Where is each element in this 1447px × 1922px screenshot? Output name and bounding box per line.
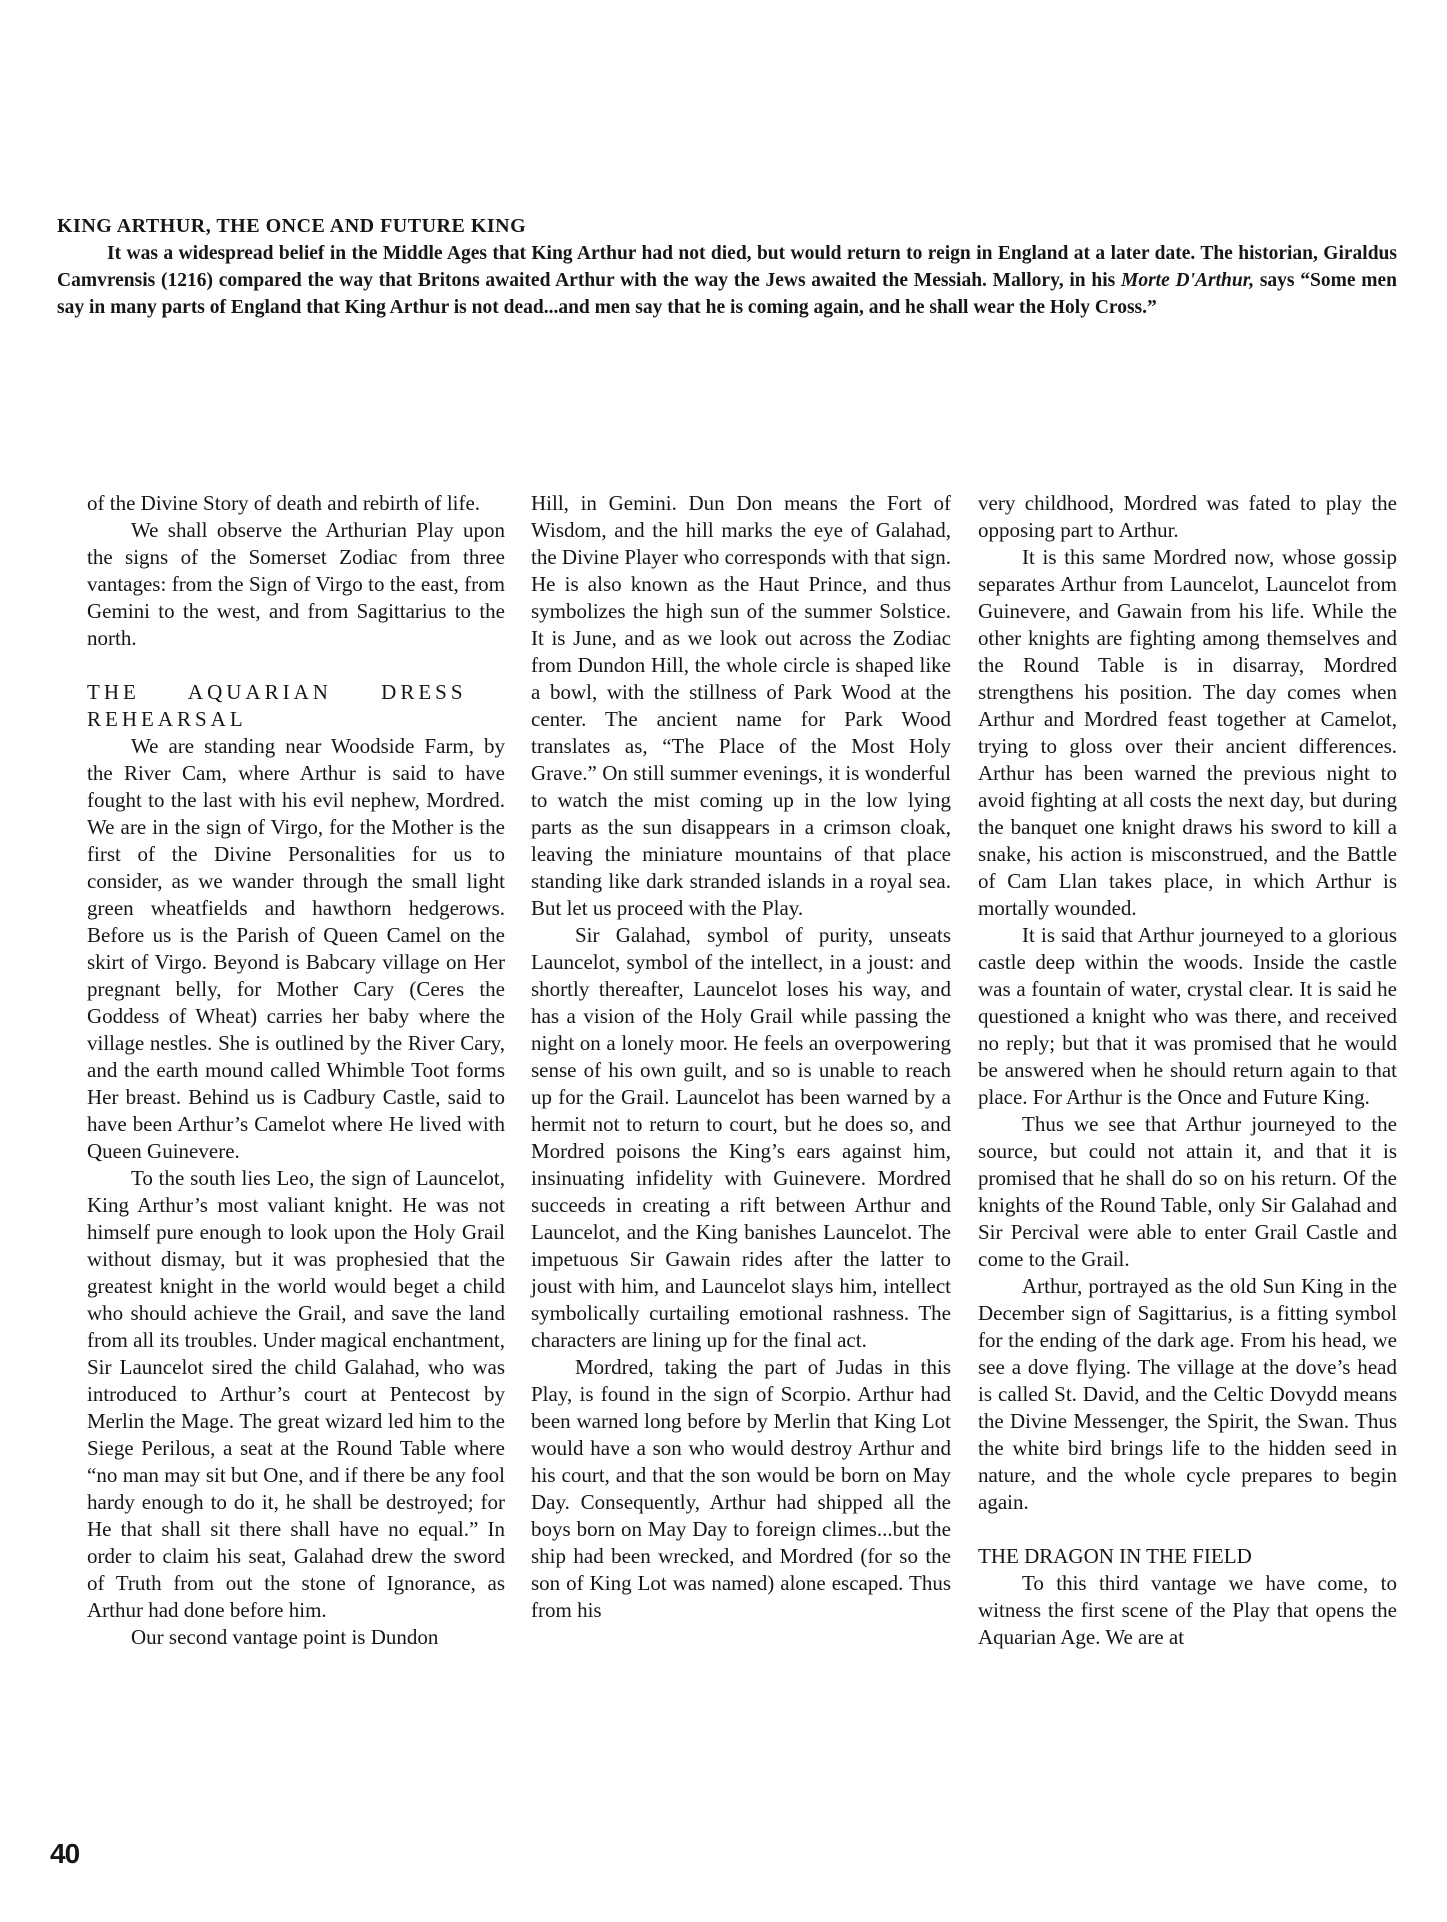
paragraph: Mordred, taking the part of Judas in this Play, is found in the sign of Scorpio. Arthur had been warned long before by Merlin that King Lot would have a son who would destroy Arthur and his court, and that the son would be born on May Day. Consequently, Arthur had shipped all the boys born on May Day to foreign climes...but the ship had been wrecked, and Mordred (for so the son of King Lot was named) alone escaped. Thus from his [531,1355,951,1622]
paragraph: Thus we see that Arthur journeyed to the source, but could not attain it, and that it is promised that he shall do so on his return. Of the knights of the Round Table, only Sir Galahad and Sir Percival were able to enter Grail Castle and come to the Grail. [978,1112,1397,1271]
page-number: 40 [50,1838,80,1869]
paragraph: very childhood, Mordred was fated to play the opposing part to Arthur. [978,491,1397,542]
section-heading: THE AQUARIAN DRESS REHEARSAL [87,680,467,731]
caption-title: KING ARTHUR, THE ONCE AND FUTURE KING [57,215,527,237]
paragraph: Sir Galahad, symbol of purity, unseats Launcelot, symbol of the intellect, in a joust: and shortly thereafter, Launcelot loses his way, and has a vision of the Holy Grail while passing the night on a lonely moor. He feels an overpowering sense of his own guilt, and so is unable to reach up for the Grail. Launcelot has been warned by a hermit not to return to court, but he does so, and Mordred poisons the King’s ears against him, insinuating infidelity with Guinevere. Mordred succeeds in creating a rift between Arthur and Launcelot, and the King banishes Launcelot. The impetuous Sir Gawain rides after the latter to joust with him, and Launcelot slays him, intellect symbolically curtailing emotional rashness. The characters are lining up for the final act. [531,923,951,1352]
section-heading: THE DRAGON IN THE FIELD [978,1544,1252,1568]
caption-text-part2: says “Some men say in many parts of England that King Arthur is not dead...and men say that he is coming again, and he shall wear the Holy Cross.” [57,270,1397,318]
paragraph: We are standing near Woodside Farm, by the River Cam, where Arthur is said to have fought to the last with his evil nephew, Mordred. We are in the sign of Virgo, for the Mother is the first of the Divine Personalities for us to consider, as we wander through the small light green wheatfields and hawthorn hedgerows. Before us is the Parish of Queen Camel on the skirt of Virgo. Beyond is Babcary village on Her pregnant belly, for Mother Cary (Ceres the Goddess of Wheat) carries her baby where the village nestles. She is outlined by the River Cary, and the earth mound called Whimble Toot forms Her breast. Behind us is Cadbury Castle, said to have been Arthur’s Camelot where He lived with Queen Guinevere. [87,734,505,1163]
paragraph: Our second vantage point is Dundon [131,1625,439,1649]
paragraph: To this third vantage we have come, to witness the first scene of the Play that opens the Aquarian Age. We are at [978,1571,1397,1649]
caption-text-part1: It was a widespread belief in the Middle Ages that King Arthur had not died, but would return to reign in England at a later date. The historian, Giraldus Camvrensis (1216) compared the way that Britons awaited Arthur with the way the Jews awaited the Messiah. Mallory, in his [57,243,1397,291]
caption-text [57,240,1397,321]
paragraph: To the south lies Leo, the sign of Launcelot, King Arthur’s most valiant knight. He was not himself pure enough to look upon the Holy Grail without dismay, but it was prophesied that the greatest knight in the world would beget a child who should achieve the Grail, and save the land from all its troubles. Under magical enchantment, Sir Launcelot sired the child Galahad, who was introduced to Arthur’s court at Pentecost by Merlin the Mage. The great wizard led him to the Siege Perilous, a seat at the Round Table where “no man may sit but One, and if there be any fool hardy enough to do it, he shall be destroyed; for He that shall sit there shall have no equal.” In order to claim his seat, Galahad drew the sword of Truth from out the stone of Ignorance, as Arthur had done before him. [87,1166,505,1622]
caption-book-title: Morte D'Arthur, [1120,270,1255,291]
paragraph: We shall observe the Arthurian Play upon the signs of the Somerset Zodiac from three vantages: from the Sign of Virgo to the east, from Gemini to the west, and from Sagittarius to the north. [87,518,505,650]
text-column-1 [87,490,505,1651]
paragraph: Arthur, portrayed as the old Sun King in the December sign of Sagittarius, is a fitting symbol for the ending of the dark age. From his head, we see a dove flying. The village at the dove’s head is called St. David, and the Celtic Dovydd means the Divine Messenger, the Spirit, the Swan. Thus the white bird brings life to the hidden seed in nature, and the whole cycle prepares to begin again. [978,1274,1397,1514]
paragraph: Hill, in Gemini. Dun Don means the Fort of Wisdom, and the hill marks the eye of Galahad, the Divine Player who corresponds with that sign. He is also known as the Haut Prince, and thus symbolizes the high sun of the summer Solstice. It is June, and as we look out across the Zodiac from Dundon Hill, the whole circle is shaped like a bowl, with the stillness of Park Wood at the center. The ancient name for Park Wood translates as, “The Place of the Most Holy Grave.” On still summer evenings, it is wonderful to watch the mist coming up in the low lying parts as the sun disappears in a crimson cloak, leaving the miniature mountains of that place standing like dark stranded islands in a royal sea. But let us proceed with the Play. [531,491,951,920]
paragraph: It is this same Mordred now, whose gossip separates Arthur from Launcelot, Launcelot from Guinevere, and Gawain from his life. While the other knights are fighting among themselves and the Round Table is in disarray, Mordred strengthens his position. The day comes when Arthur and Mordred feast together at Camelot, trying to gloss over their ancient differences. Arthur has been warned the previous night to avoid fighting at all costs the next day, but during the banquet one knight draws his sword to kill a snake, his action is misconstrued, and the Battle of Cam Llan takes place, in which Arthur is mortally wounded. [978,545,1397,920]
paragraph: of the Divine Story of death and rebirth of life. [87,491,481,515]
text-column-3 [978,490,1397,1651]
text-column-2 [531,490,951,1624]
paragraph: It is said that Arthur journeyed to a glorious castle deep within the woods. Inside the castle was a fountain of water, crystal clear. It is said he questioned a knight who was there, and received no reply; but that it was promised that he would be answered when he should return again to that place. For Arthur is the Once and Future King. [978,923,1397,1109]
caption-block [57,213,1397,321]
